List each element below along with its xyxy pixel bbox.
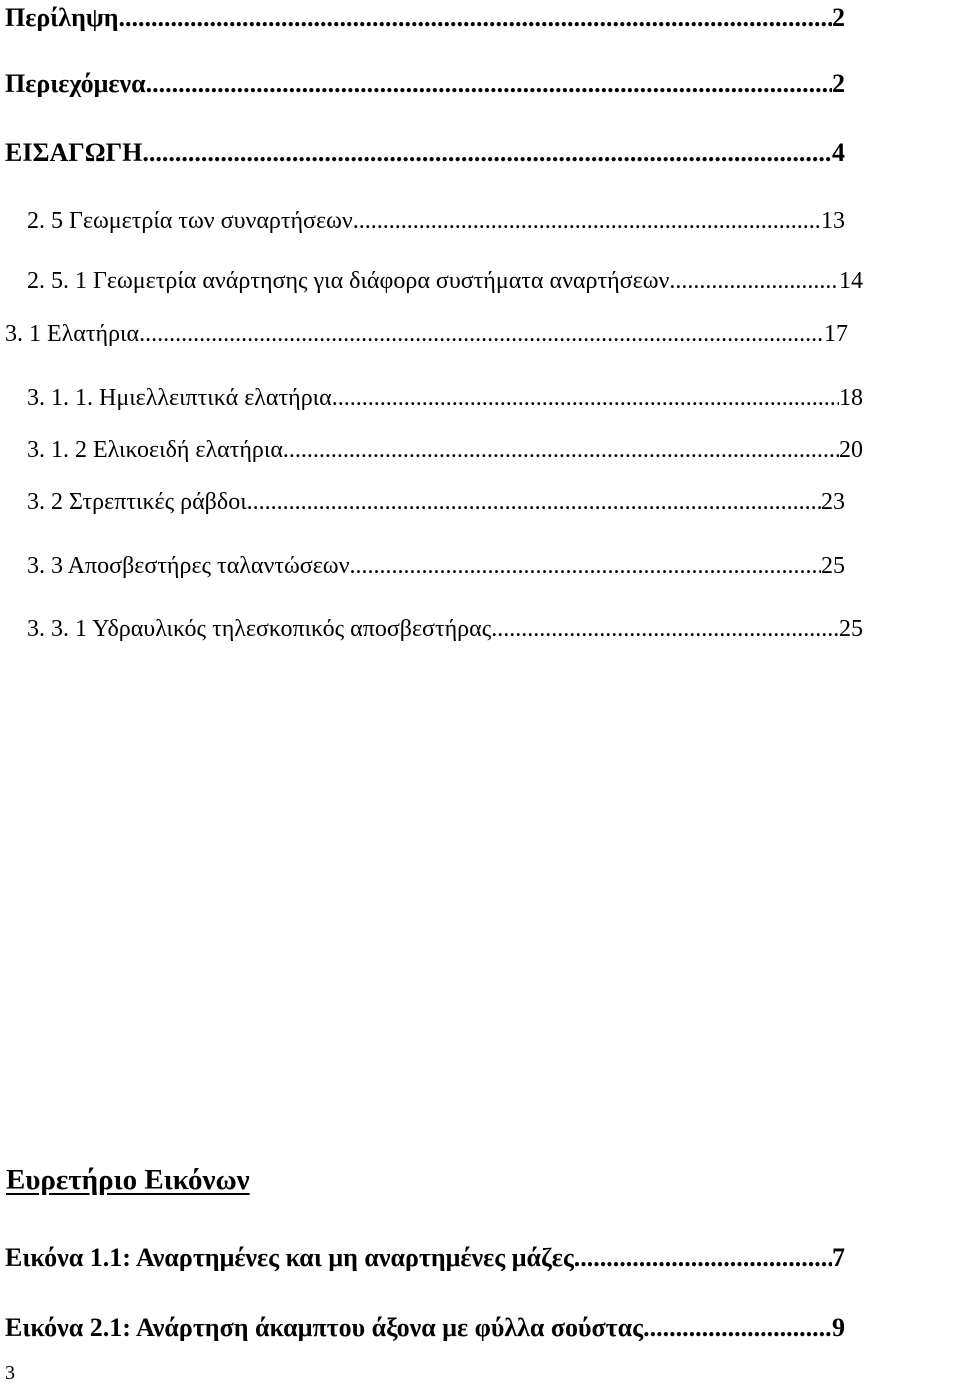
page-number: 3 xyxy=(5,1362,15,1384)
toc-leader-dots xyxy=(574,1245,832,1271)
toc-leader-dots xyxy=(491,617,839,641)
toc-entry[interactable] xyxy=(5,322,848,346)
toc-leader-dots xyxy=(119,5,833,31)
toc-entry-title: Περιεχόμενα xyxy=(5,71,146,97)
figure-entry-title: Εικόνα 2.1: Ανάρτηση άκαμπτου άξονα με φύλλα σούστας xyxy=(5,1315,644,1341)
toc-entry-title: 3. 1 Ελατήρια xyxy=(5,322,140,346)
toc-entry-title: 3. 3. 1 Υδραυλικός τηλεσκοπικός αποσβεστήρας xyxy=(27,617,492,641)
toc-page-number: 17 xyxy=(824,322,848,346)
toc-entry[interactable] xyxy=(27,617,863,641)
toc-page-number: 25 xyxy=(839,617,863,641)
toc-page-number: 2 xyxy=(832,71,845,97)
figure-entry[interactable] xyxy=(5,1245,845,1271)
toc-leader-dots xyxy=(353,209,821,233)
figure-page-number: 7 xyxy=(832,1245,845,1271)
toc-entry[interactable] xyxy=(27,269,863,293)
toc-leader-dots xyxy=(139,322,824,346)
toc-entry-title: ΕΙΣΑΓΩΓΗ xyxy=(5,140,143,166)
toc-page-number: 25 xyxy=(821,554,845,578)
toc-entry-title: 3. 2 Στρεπτικές ράβδοι xyxy=(27,490,247,514)
toc-entry[interactable] xyxy=(5,71,845,97)
toc-leader-dots xyxy=(146,71,832,97)
figure-page-number: 9 xyxy=(832,1315,845,1341)
toc-page-number: 18 xyxy=(839,386,863,410)
figure-entry-title: Εικόνα 1.1: Αναρτημένες και μη αναρτημένες μάζες xyxy=(5,1245,574,1271)
toc-leader-dots xyxy=(142,140,832,166)
toc-page-number: 13 xyxy=(821,209,845,233)
figures-index-heading: Ευρετήριο Εικόνων xyxy=(6,1164,250,1196)
toc-entry[interactable] xyxy=(27,554,845,578)
toc-entry-title: Περίληψη xyxy=(5,5,119,31)
toc-entry[interactable] xyxy=(27,490,845,514)
toc-leader-dots xyxy=(669,269,839,293)
toc-page-number: 4 xyxy=(832,140,845,166)
toc-entry[interactable] xyxy=(5,140,845,166)
toc-entry-title: 3. 1. 2 Ελικοειδή ελατήρια xyxy=(27,438,283,462)
figure-entry[interactable] xyxy=(5,1315,845,1341)
toc-entry-title: 3. 3 Αποσβεστήρες ταλαντώσεων xyxy=(27,554,350,578)
toc-entry-title: 2. 5 Γεωμετρία των συναρτήσεων xyxy=(27,209,353,233)
toc-leader-dots xyxy=(283,438,839,462)
toc-leader-dots xyxy=(247,490,821,514)
toc-leader-dots xyxy=(332,386,839,410)
toc-page-number: 20 xyxy=(839,438,863,462)
toc-entry[interactable] xyxy=(27,209,845,233)
toc-leader-dots xyxy=(349,554,821,578)
toc-leader-dots xyxy=(643,1315,832,1341)
toc-page-number: 23 xyxy=(821,490,845,514)
toc-entry[interactable] xyxy=(27,386,863,410)
toc-entry-title: 3. 1. 1. Ημιελλειπτικά ελατήρια xyxy=(27,386,332,410)
toc-entry-title: 2. 5. 1 Γεωμετρία ανάρτησης για διάφορα συστήματα αναρτήσεων xyxy=(27,269,670,293)
toc-entry[interactable] xyxy=(5,5,845,31)
toc-page-number: 2 xyxy=(832,5,845,31)
toc-page-number: 14 xyxy=(839,269,863,293)
toc-entry[interactable] xyxy=(27,438,863,462)
